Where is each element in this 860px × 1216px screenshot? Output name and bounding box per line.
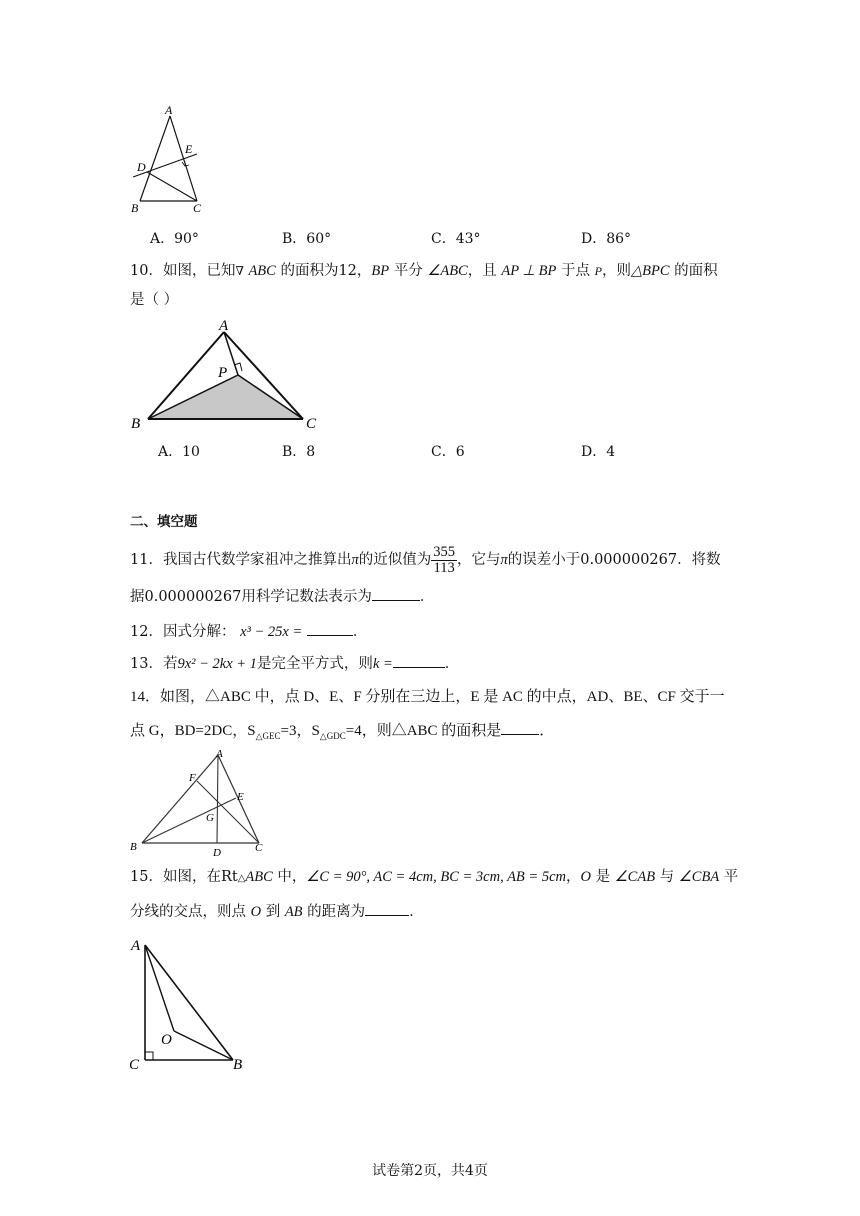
q15-stem-line2: 分线的交点，则点 O 到 AB 的距离为 ．: [130, 901, 424, 922]
q15-label-c: C: [129, 1057, 140, 1073]
q9-label-a: A: [165, 103, 173, 117]
q14-label-b: B: [130, 841, 137, 853]
q10-label-c: C: [306, 416, 317, 432]
q14-stem-line2: 点 G，BD=2DC，$S_{\triangle GEC}=3$，$S_{\triangle GDC}=4$，则△ABC 的面积是 ．: [130, 720, 554, 746]
q15-label-o: O: [161, 1032, 172, 1048]
q10-option-b: B．8: [282, 444, 316, 460]
q10-stem-line2: 是（ ）: [130, 292, 179, 308]
q15-label-b: B: [233, 1057, 243, 1073]
q10-label-b: B: [131, 416, 141, 432]
q14-label-d: D: [213, 847, 221, 859]
q9-option-a: A．90°: [150, 231, 199, 247]
q10-option-c: C．6: [431, 444, 465, 460]
q9-option-d: D．86°: [581, 231, 632, 247]
q11-stem-line1: 11．我国古代数学家祖冲之推算出π的近似值为 $\frac{355}{113}$ ，它与π的误差小于0.000000267．将数: [130, 543, 721, 576]
q14-answer-blank: [501, 720, 539, 735]
q14-label-f: F: [189, 772, 196, 784]
q10-stem-line1: 10．如图，已知∇ ABC 的面积为12，BP 平分 ∠ABC，且 AP ⊥ BP 于点 P，则△BPC 的面积: [130, 263, 718, 279]
section-title: 二、填空题: [130, 514, 198, 530]
q10-label-p: P: [218, 365, 228, 381]
q15-answer-blank: [365, 901, 409, 916]
q9-option-b: B．60°: [282, 231, 332, 247]
q9-figure: [125, 100, 210, 215]
q15-stem-line1: 15．如图，在Rt△ABC 中，∠C = 90°, AC = 4cm, BC = 3cm, AB = 5cm，O 是 ∠CAB 与 ∠CBA 平: [130, 869, 739, 885]
q14-stem-line1: 14．如图，△ABC 中，点 D、E、F 分别在三边上，E 是 AC 的中点，AD、BE、CF 交于一: [130, 689, 725, 705]
q14-label-a: A: [216, 748, 223, 760]
q15-label-a: A: [131, 938, 141, 954]
q13-stem: 13．若9x² − 2kx + 1是完全平方式，则k = ．: [130, 653, 459, 674]
q15-figure: [125, 930, 255, 1075]
q14-label-c: C: [255, 842, 263, 854]
q10-figure: [128, 315, 328, 435]
page-footer: 试卷第2页，共4页: [372, 1163, 488, 1179]
q9-label-e: E: [185, 142, 193, 156]
q12-stem: 12．因式分解： x³ − 25x = ．: [130, 621, 367, 642]
q11-fraction: $\frac{355}{113}$: [433, 543, 455, 576]
q11-answer-blank: [372, 586, 420, 601]
q9-option-c: C．43°: [431, 231, 481, 247]
q11-stem-line2: 据0.000000267用科学记数法表示为 ．: [130, 586, 434, 607]
q10-option-a: A．10: [158, 444, 200, 460]
q14-label-e: E: [237, 791, 244, 803]
q9-label-b: B: [131, 201, 139, 215]
q9-label-c: C: [193, 201, 202, 215]
q12-answer-blank: [307, 621, 353, 636]
q9-label-d: D: [137, 160, 146, 174]
q10-option-d: D．4: [581, 444, 616, 460]
q13-answer-blank: [393, 653, 445, 668]
q14-label-g: G: [206, 812, 214, 824]
q14-figure: [128, 745, 273, 860]
q10-label-a: A: [219, 318, 229, 334]
